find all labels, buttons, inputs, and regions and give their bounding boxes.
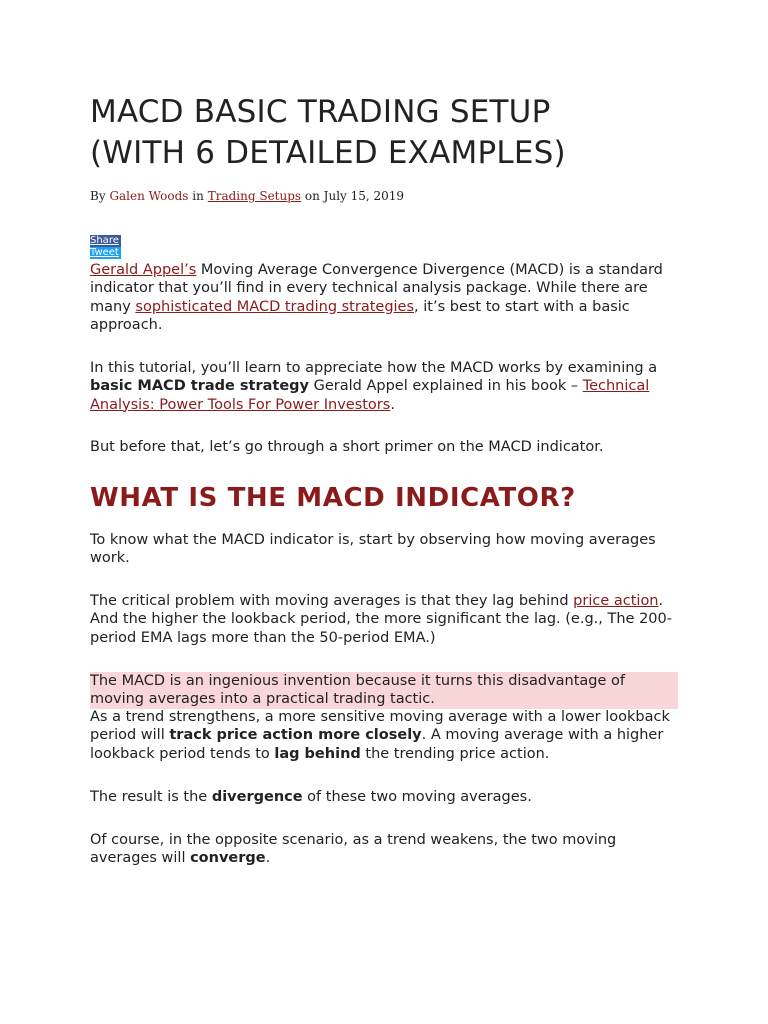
lag-text-2: . And the higher the lookback period, the more significant the lag. (e.g., The 200-period EMA lags more than the 50-period EMA.): [90, 593, 672, 646]
convergence-text-2: .: [265, 850, 271, 867]
primer-paragraph: But before that, let’s go through a short primer on the MACD indicator.: [90, 439, 604, 455]
article-title: [90, 92, 678, 174]
divergence-text-2: of these two moving averages.: [302, 789, 532, 805]
author-link[interactable]: Galen Woods: [109, 189, 189, 203]
section-heading: WHAT IS THE MACD INDICATOR?: [90, 483, 576, 513]
divergence-text-1: The result is the: [90, 789, 212, 805]
category-link[interactable]: Trading Setups: [207, 189, 302, 203]
share-buttons: [90, 235, 678, 259]
trend-text-3: the trending price action.: [360, 745, 550, 762]
moving-averages-paragraph: To know what the MACD indicator is, start by observing how moving averages work.: [90, 532, 656, 567]
lag-paragraph: [90, 592, 678, 647]
trend-text-1: As a trend strengthens, a more sensitive moving average with a lower lookback period will: [90, 709, 670, 744]
byline-by: By: [90, 189, 106, 203]
intro-text-1: Moving Average Convergence Divergence (MACD) is a standard indicator that you’ll find in every technical analysis package. While there are many: [90, 262, 663, 315]
byline: [90, 189, 678, 203]
highlighted-paragraph: The MACD is an ingenious invention because it turns this disadvantage of moving averages into a practical trading tactic.: [90, 672, 678, 709]
convergence-paragraph: [90, 831, 678, 868]
book-link[interactable]: Technical Analysis: Power Tools For Power Investors: [90, 378, 650, 413]
article-title-line2: (WITH 6 DETAILED EXAMPLES): [90, 135, 566, 171]
intro-text-2: , it’s best to start with a basic approach.: [90, 298, 630, 333]
tutorial-paragraph: [90, 359, 678, 414]
convergence-bold: converge: [190, 850, 266, 867]
gerald-appel-link[interactable]: Gerald Appel’s: [90, 262, 197, 278]
tutorial-text-2: Gerald Appel explained in his book –: [309, 378, 583, 395]
byline-date: on July 15, 2019: [304, 189, 405, 203]
trend-bold-2: lag behind: [274, 745, 361, 762]
price-action-link[interactable]: price action: [573, 593, 659, 609]
tutorial-text-1: In this tutorial, you’ll learn to appreciate how the MACD works by examining a: [90, 360, 658, 376]
divergence-bold: divergence: [211, 789, 303, 805]
trend-paragraph: [90, 708, 678, 763]
divergence-paragraph: [90, 788, 678, 806]
intro-paragraph: [90, 261, 678, 334]
article-title-line1: MACD BASIC TRADING SETUP: [90, 94, 551, 130]
twitter-tweet-button[interactable]: Tweet: [90, 247, 121, 259]
tutorial-text-3: .: [390, 396, 395, 413]
convergence-text-1: Of course, in the opposite scenario, as a trend weakens, the two moving averages will: [90, 832, 617, 867]
trend-text-2: . A moving average with a higher lookback period tends to: [90, 727, 664, 762]
byline-in: in: [192, 189, 204, 203]
facebook-share-button[interactable]: Share: [90, 235, 121, 247]
tutorial-bold: basic MACD trade strategy: [90, 378, 310, 395]
lag-text-1: The critical problem with moving averages is that they lag behind: [90, 593, 574, 609]
macd-strategies-link[interactable]: sophisticated MACD trading strategies: [135, 298, 415, 315]
trend-bold-1: track price action more closely: [169, 727, 422, 744]
